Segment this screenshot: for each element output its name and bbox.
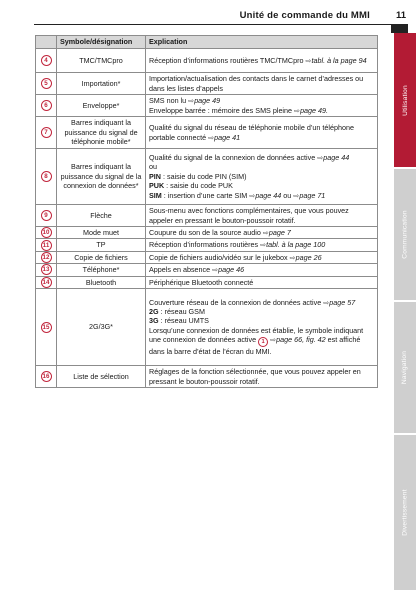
table-row	[36, 73, 378, 95]
page-reference-link[interactable]: page 41	[214, 132, 241, 142]
header-cell-number	[36, 36, 57, 49]
header-rule-box	[391, 24, 408, 33]
table-row	[36, 117, 378, 149]
explanation: Réglages de la fonction sélectionnée, que vous pouvez appeler en pressant le bouton-poussoir rotatif.	[146, 366, 378, 388]
symbol-name: TMC/TMCpro	[57, 49, 146, 73]
table-row	[36, 251, 378, 263]
callout-number: 1	[258, 337, 268, 347]
side-tab-divertissement[interactable]: Divertissement	[394, 435, 416, 590]
explanation: Qualité du signal de la connexion de données active ⇨page 44 ou PIN : saisie du code PIN (SIM) PUK : saisie du code PUK SIM : insertion d’une carte SIM ⇨page 44 ou ⇨page 71	[146, 149, 378, 205]
side-tab-utilisation[interactable]: Utilisation	[394, 33, 416, 167]
table-row	[36, 49, 378, 73]
callout-number: 15	[41, 322, 52, 333]
symbol-name: Flèche	[57, 205, 146, 227]
header-title: Unité de commande du MMI	[239, 10, 370, 21]
explanation: Réception d’informations routières ⇨tabl. à la page 100	[146, 239, 378, 251]
callout-number: 5	[41, 78, 52, 89]
symbol-name: Barres indiquant la puissance du signal de téléphonie mobile*	[57, 117, 146, 149]
symbol-name: Téléphone*	[57, 264, 146, 276]
page-reference-link[interactable]: tabl. à la page 100	[266, 240, 326, 250]
page-reference-link[interactable]: page 66, fig. 42	[276, 335, 326, 345]
explanation: SMS non lu ⇨page 49 Enveloppe barrée : mémoire des SMS pleine ⇨page 49.	[146, 95, 378, 117]
page-reference-link[interactable]: page 44	[255, 190, 282, 200]
page-number: 11	[395, 10, 406, 21]
explanation: Copie de fichiers audio/vidéo sur le jukebox ⇨page 26	[146, 251, 378, 263]
page-reference-link[interactable]: page 46	[218, 265, 245, 275]
callout-number: 14	[41, 277, 52, 288]
table-row	[36, 149, 378, 205]
table-row	[36, 366, 378, 388]
symbol-name: Liste de sélection	[57, 366, 146, 388]
page-reference-link[interactable]: page 49	[194, 96, 221, 106]
side-tabs	[394, 33, 416, 590]
symbol-name: Mode muet	[57, 227, 146, 239]
page-reference-link[interactable]: page 26	[295, 252, 322, 262]
table-row	[36, 205, 378, 227]
page-reference-link[interactable]: page 7	[268, 228, 291, 237]
table-header-row	[36, 36, 378, 49]
page-header	[0, 0, 416, 26]
symbol-name: Enveloppe*	[57, 95, 146, 117]
explanation: Appels en absence ⇨page 46	[146, 264, 378, 276]
page-reference-link[interactable]: page 71	[299, 190, 326, 200]
table-row	[36, 276, 378, 288]
explanation: Sous-menu avec fonctions complémentaires, que vous pouvez appeler en pressant le bouton-poussoir rotatif.	[146, 205, 378, 227]
symbol-table	[35, 35, 377, 388]
callout-number: 13	[41, 264, 52, 275]
symbol-name: Importation*	[57, 73, 146, 95]
symbol-name: TP	[57, 239, 146, 251]
header-cell-symbol: Symbole/désignation	[57, 36, 146, 49]
callout-number: 12	[41, 252, 52, 263]
page-reference-link[interactable]: tabl. à la page 94	[311, 55, 367, 65]
table-row	[36, 227, 378, 239]
callout-number: 11	[41, 240, 52, 251]
table-row	[36, 95, 378, 117]
callout-number: 8	[41, 171, 52, 182]
explanation: Coupure du son de la source audio ⇨page 7	[146, 227, 378, 239]
side-tab-communication[interactable]: Communication	[394, 169, 416, 300]
callout-number: 4	[41, 55, 52, 66]
symbol-name: 2G/3G*	[57, 289, 146, 366]
side-tab-navigation[interactable]: Navigation	[394, 302, 416, 433]
explanation: Importation/actualisation des contacts dans le carnet d’adresses ou dans les listes d’appels	[146, 73, 378, 95]
explanation: Couverture réseau de la connexion de données active ⇨page 57 2G : réseau GSM 3G : réseau UMTS Lorsqu’une connexion de données est établie, le symbole indiquant une connexion de données active 1 ⇨page 66, fig. 42 est affiché dans la barre d’état de l’écran du MMI.	[146, 289, 378, 366]
symbol-name: Bluetooth	[57, 276, 146, 288]
explanation: Réception d’informations routières TMC/TMCpro ⇨tabl. à la page 94	[146, 49, 378, 73]
table-row	[36, 239, 378, 251]
callout-number: 10	[41, 227, 52, 238]
explanation: Qualité du signal du réseau de téléphonie mobile d’un téléphone portable connecté ⇨page 41	[146, 117, 378, 149]
callout-number: 16	[41, 371, 52, 382]
callout-number: 6	[41, 100, 52, 111]
symbol-name: Copie de fichiers	[57, 251, 146, 263]
table-row	[36, 264, 378, 276]
page-reference-link[interactable]: page 57	[329, 297, 356, 307]
symbol-name: Barres indiquant la puissance du signal de la connexion de données*	[57, 149, 146, 205]
callout-number: 9	[41, 210, 52, 221]
page-reference-link[interactable]: page 49.	[300, 105, 329, 115]
page-reference-link[interactable]: page 44	[323, 152, 350, 162]
callout-number: 7	[41, 127, 52, 138]
header-cell-explanation: Explication	[146, 36, 378, 49]
table-row	[36, 289, 378, 366]
header-rule	[34, 24, 408, 25]
explanation: Périphérique Bluetooth connecté	[146, 276, 378, 288]
